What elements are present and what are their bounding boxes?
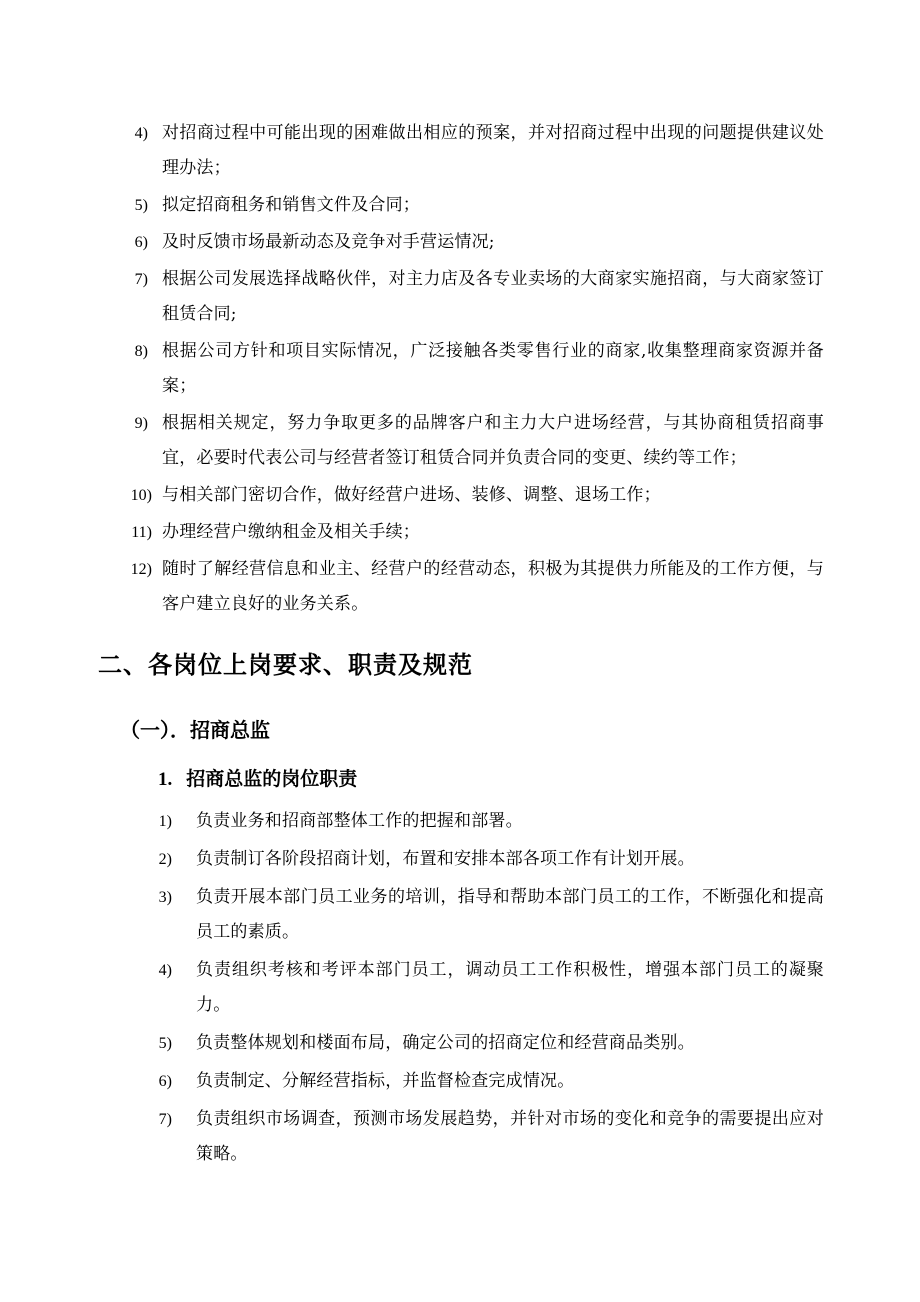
list-item [0,880,920,950]
list-item-text: 负责开展本部门员工业务的培训，指导和帮助本部门员工的工作，不断强化和提高员工的素质。 [196,887,824,942]
heading-text: 招商总监的岗位职责 [186,768,358,790]
list-item-number: 7) [134,271,148,288]
list-item [0,842,920,877]
list-item [0,1026,920,1061]
list-item-number: 8) [134,343,148,360]
list-item-text: 负责组织考核和考评本部门员工，调动员工工作积极性，增强本部门员工的凝聚力。 [196,960,824,1015]
list-item-number: 5) [134,197,148,214]
list-item-text: 负责制订各阶段招商计划，布置和安排本部各项工作有计划开展。 [196,849,695,869]
list-item-number: 7) [158,1111,172,1128]
list-item [0,552,920,622]
list-item [0,334,920,404]
list-item [0,515,920,550]
list-item [0,406,920,476]
subsection-heading: （一）．招商总监 [120,718,270,742]
director-duty-list [0,804,920,1175]
sub-subsection-heading [158,764,357,791]
list-item [0,116,920,186]
list-item-number: 9) [134,415,148,432]
section-heading: 二、各岗位上岗要求、职责及规范 [98,651,473,679]
list-item-text: 及时反馈市场最新动态及竞争对手营运情况; [162,232,495,252]
list-item [0,804,920,839]
list-item [0,188,920,223]
list-item-number: 4) [134,125,148,142]
list-item [0,225,920,260]
list-item-number: 2) [158,851,172,868]
list-item [0,953,920,1023]
list-item-text: 根据公司方针和项目实际情况，广泛接触各类零售行业的商家,收集整理商家资源并备案； [162,341,824,396]
list-item-number: 6) [158,1073,172,1090]
list-item-text: 负责整体规划和楼面布局，确定公司的招商定位和经营商品类别。 [196,1033,695,1053]
list-item-number: 11) [131,524,152,541]
duty-list-continued [0,116,920,624]
list-item-text: 负责组织市场调查，预测市场发展趋势，并针对市场的变化和竞争的需要提出应对策略。 [196,1109,824,1164]
list-item-text: 办理经营户缴纳租金及相关手续； [162,522,420,542]
list-item [0,1064,920,1099]
list-item-text: 根据公司发展选择战略伙伴，对主力店及各专业卖场的大商家实施招商，与大商家签订租赁合同; [162,269,824,324]
list-item-number: 3) [158,889,172,906]
list-item-text: 拟定招商租务和销售文件及合同； [162,195,420,215]
list-item-number: 10) [130,487,152,504]
list-item-number: 12) [130,561,152,578]
list-item [0,262,920,332]
list-item-text: 随时了解经营信息和业主、经营户的经营动态，积极为其提供力所能及的工作方便，与客户建立良好的业务关系。 [162,559,824,614]
list-item-text: 根据相关规定，努力争取更多的品牌客户和主力大户进场经营，与其协商租赁招商事宜，必要时代表公司与经营者签订租赁合同并负责合同的变更、续约等工作； [162,413,824,468]
list-item [0,478,920,513]
list-item-number: 5) [158,1035,172,1052]
list-item [0,1102,920,1172]
list-item-text: 负责业务和招商部整体工作的把握和部署。 [196,811,523,831]
list-item-text: 对招商过程中可能出现的困难做出相应的预案，并对招商过程中出现的问题提供建议处理办法； [162,123,824,178]
heading-number: 1. [158,769,173,790]
list-item-number: 4) [158,962,172,979]
list-item-text: 负责制定、分解经营指标，并监督检查完成情况。 [196,1071,575,1091]
list-item-number: 1) [158,813,172,830]
list-item-text: 与相关部门密切合作，做好经营户进场、装修、调整、退场工作； [162,485,661,505]
list-item-number: 6) [134,234,148,251]
